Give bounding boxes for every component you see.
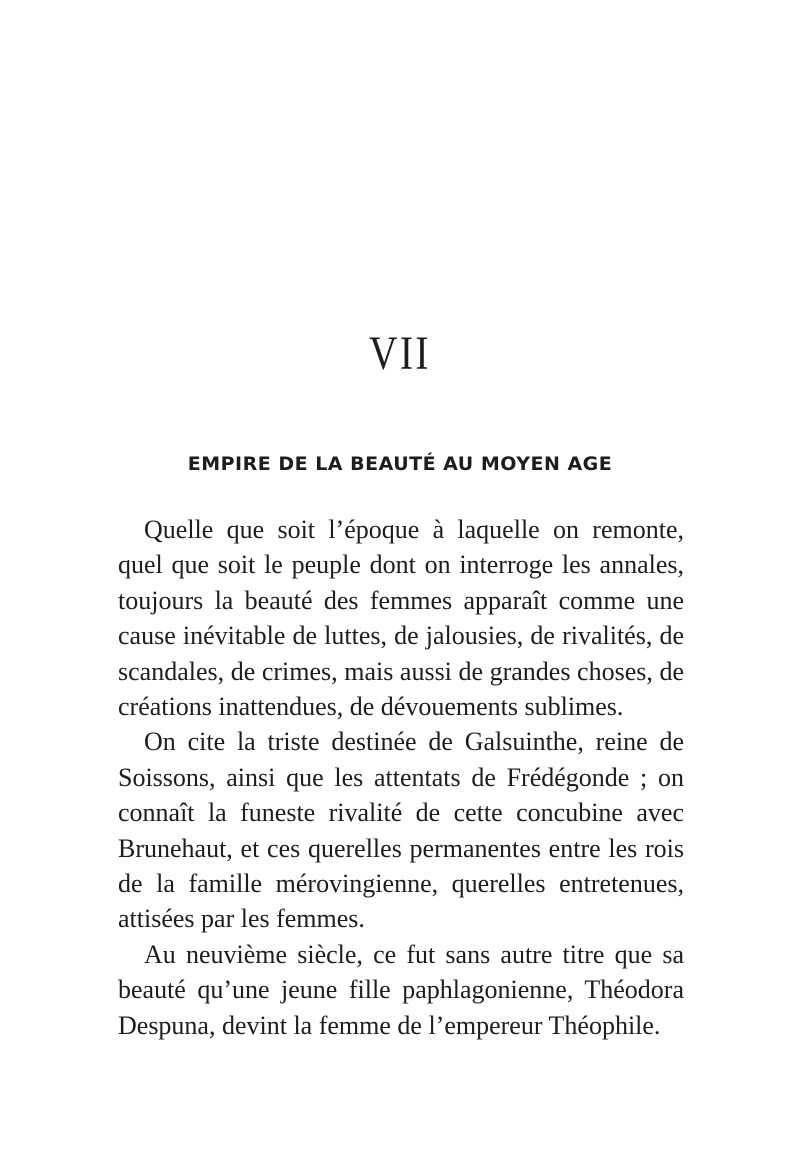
- body-text: [118, 512, 684, 1043]
- paragraph-1: Quelle que soit l’époque à laquelle on remonte, quel que soit le peuple dont on interroge les annales, toujours la beauté des femmes apparaît comme une cause inévitable de luttes, de jalousies, de rivalités, de scandales, de crimes, mais aussi de grandes choses, de créations inattendues, de dévouements sublimes.: [118, 515, 684, 722]
- paragraph-2: On cite la triste destinée de Galsuinthe, reine de Soissons, ainsi que les attentats de Frédégonde ; on connaît la funeste rivalité de cette concubine avec Brunehaut, et ces querelles permanentes entre les rois de la famille mérovingienne, querelles entretenues, attisées par les femmes.: [118, 727, 684, 934]
- chapter-number: VII: [368, 327, 432, 380]
- chapter-title: EMPIRE DE LA BEAUTÉ AU MOYEN AGE: [187, 453, 613, 475]
- paragraph-3: Au neuvième siècle, ce fut sans autre titre que sa beauté qu’une jeune fille paphlagonienne, Théodora Despuna, devint la femme de l’empereur Théophile.: [118, 939, 684, 1040]
